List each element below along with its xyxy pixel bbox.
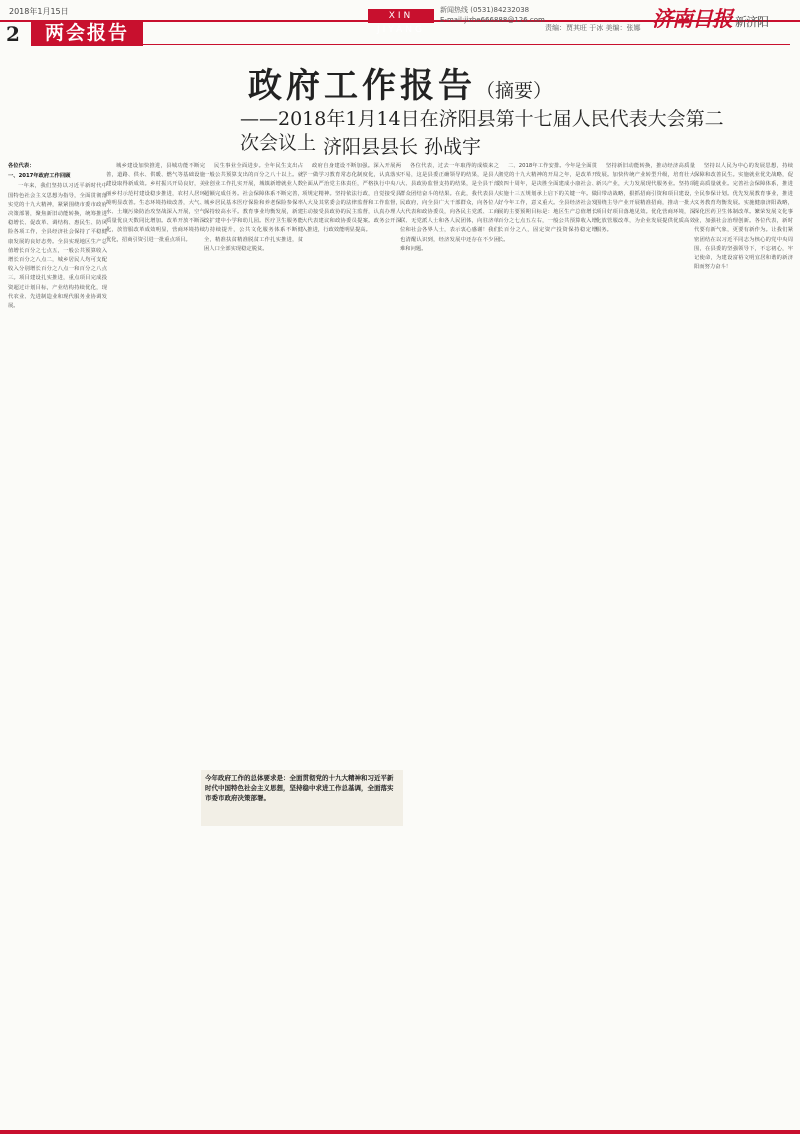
section-rule: [142, 44, 790, 45]
title-suffix: （摘要）: [475, 80, 552, 102]
footer-rule: [0, 1130, 800, 1134]
section-heading: 一、2017年政府工作回顾: [8, 173, 71, 180]
column-1: [8, 162, 107, 1124]
page-number: 2: [6, 22, 20, 46]
body-paragraph: 一年来，我们坚持以习近平新时代中国特色社会主义思想为指导，全面贯彻落实党的十九大精神，紧紧围绕市委市政府决策部署，聚焦新旧动能转换，统筹推进稳增长、促改革、调结构、惠民生、防风险各项工作，全县经济社会保持了平稳健康发展的良好态势。全县实现地区生产总值增长百分之七点五，一般公共预算收入增长百分之八点二，城乡居民人均可支配收入分别增长百分之八点一和百分之八点三。项目建设扎实推进，重点项目完成投资超过计划目标，产业结构持续优化，现代农业、先进制造业和现代服务业协调发展。: [8, 183, 107, 310]
title-main: 政府工作报告: [247, 66, 476, 106]
column-6: [498, 162, 597, 1124]
body-paragraph: 民生事业全面进步。全年民生支出占一般公共预算支出的百分之八十以上。就业创业工作扎实开展，城镇新增就业人数超额完成任务。社会保障体系不断完善，城乡居民基本医疗保险和养老保险参保率保持较高水平。教育事业均衡发展，新建改扩建中小学和幼儿园。医疗卫生服务能力持续提升，公共文化服务体系不断健全，精准扶贫精准脱贫工作扎实推进，贫困人口全部实现稳定脱贫。: [204, 163, 303, 252]
brand-tag: XIN JIYANG: [368, 9, 434, 23]
column-4: [302, 162, 401, 1124]
body-paragraph: 坚持以人民为中心的发展思想，持续保障和改善民生。实施就业优先战略，促进高质量就业。完善社会保障体系，推进全民参保计划。优先发展教育事业，推进义务教育均衡发展。实施健康济阳战略，深化医药卫生体制改革。繁荣发展文化事业，加强社会治理创新。各位代表，新时代要有新气象，更要有新作为。让我们紧密团结在以习近平同志为核心的党中央周围，在县委的坚强领导下，不忘初心，牢记使命，为建设富裕文明宜居和谐的新济阳而努力奋斗！: [694, 163, 793, 271]
logo-text: 济南日报: [652, 6, 732, 31]
greeting: 各位代表：: [8, 163, 35, 169]
article-title: [0, 58, 800, 107]
highlight-box: [201, 770, 403, 826]
column-8: [694, 162, 793, 1124]
column-3: [204, 162, 303, 1124]
logo-subtitle: 新济阳: [735, 15, 769, 29]
article-byline: 济阳县县长 孙战宇: [323, 136, 482, 158]
body-paragraph: 坚持新旧动能转换，推动经济高质量发展。加快传统产业转型升级，培育壮大新兴产业，大力发展现代服务业。坚持项目带动战略，狠抓招商引资和项目建设，围绕主导产业开展精准招商，推动一批大项目好项目落地见效。优化营商环境，深化放管服改革，为企业发展提供优质高效服务。: [596, 163, 695, 234]
body-paragraph: 二、2018年工作安排。今年是全面贯彻党的十九大精神的开局之年，是改革开放四十周年，是决胜全面建成小康社会、实施十三五规划承上启下的关键一年。做好今年工作，意义重大。全县经济社会发展的主要预期目标是：地区生产总值增长百分之七点五左右，一般公共预算收入增长百分之八，固定资产投资保持稳定增长。: [498, 163, 597, 243]
contact-info: [440, 5, 640, 25]
article-subtitle: ——2018年1月14日在济阳县第十七届人民代表大会第二次会议上: [240, 108, 724, 154]
issue-date: 2018年1月15日: [9, 7, 69, 16]
article-body: [8, 162, 794, 1124]
contact-email: E-mail:jizhe666888@126.com: [440, 16, 545, 24]
highlight-text: 今年政府工作的总体要求是：全面贯彻党的十九大精神和习近平新时代中国特色社会主义思想，坚持稳中求进工作总基调，全面落实市委市政府决策部署。: [205, 774, 394, 802]
body-paragraph: 各位代表，过去一年取得的成绩来之不易，这是县委正确领导的结果，是县人大、县政协监督支持的结果，是全县干部群众团结奋斗的结果。在此，我代表县人民政府，向全县广大干部群众，向各位人大代表和政协委员，向各民主党派、工商联、无党派人士和各人民团体，向驻济单位和社会各界人士，表示衷心感谢！我们也清醒认识到，经济发展中还存在不少困难和问题。: [400, 163, 499, 252]
column-2: [106, 162, 205, 1124]
editor-credits: 责编：贾其旺 于冰 美编：张娜: [545, 24, 641, 32]
column-7: [596, 162, 695, 1124]
section-label: 两会报告: [31, 20, 143, 46]
body-paragraph: 城乡建设加快推进，县城功能不断完善，道路、供水、供暖、燃气等基础设施建设取得新成效。乡村振兴开局良好，美丽乡村示范村建设稳步推进，农村人居环境明显改善。生态环境持续改善，大气、水、土壤污染防治攻坚战深入开展，空气质量优良天数同比增加。改革开放不断深化，放管服改革成效明显，营商环境持续优化，招商引资引进一批重点项目。: [106, 163, 205, 243]
news-hotline: 新闻热线 (0531)84232038: [440, 6, 530, 14]
newspaper-logo: [652, 3, 768, 33]
column-5: [400, 162, 499, 1124]
body-paragraph: 政府自身建设不断加强。深入开展两学一做学习教育常态化制度化，认真落实全面从严治党主体责任，严格执行中央八项规定精神。坚持依法行政，自觉接受县人大及其常委会的法律监督和工作监督，主动接受县政协的民主监督，认真办理人大代表建议和政协委员提案。政务公开深入推进，行政效能明显提高。: [302, 163, 401, 234]
